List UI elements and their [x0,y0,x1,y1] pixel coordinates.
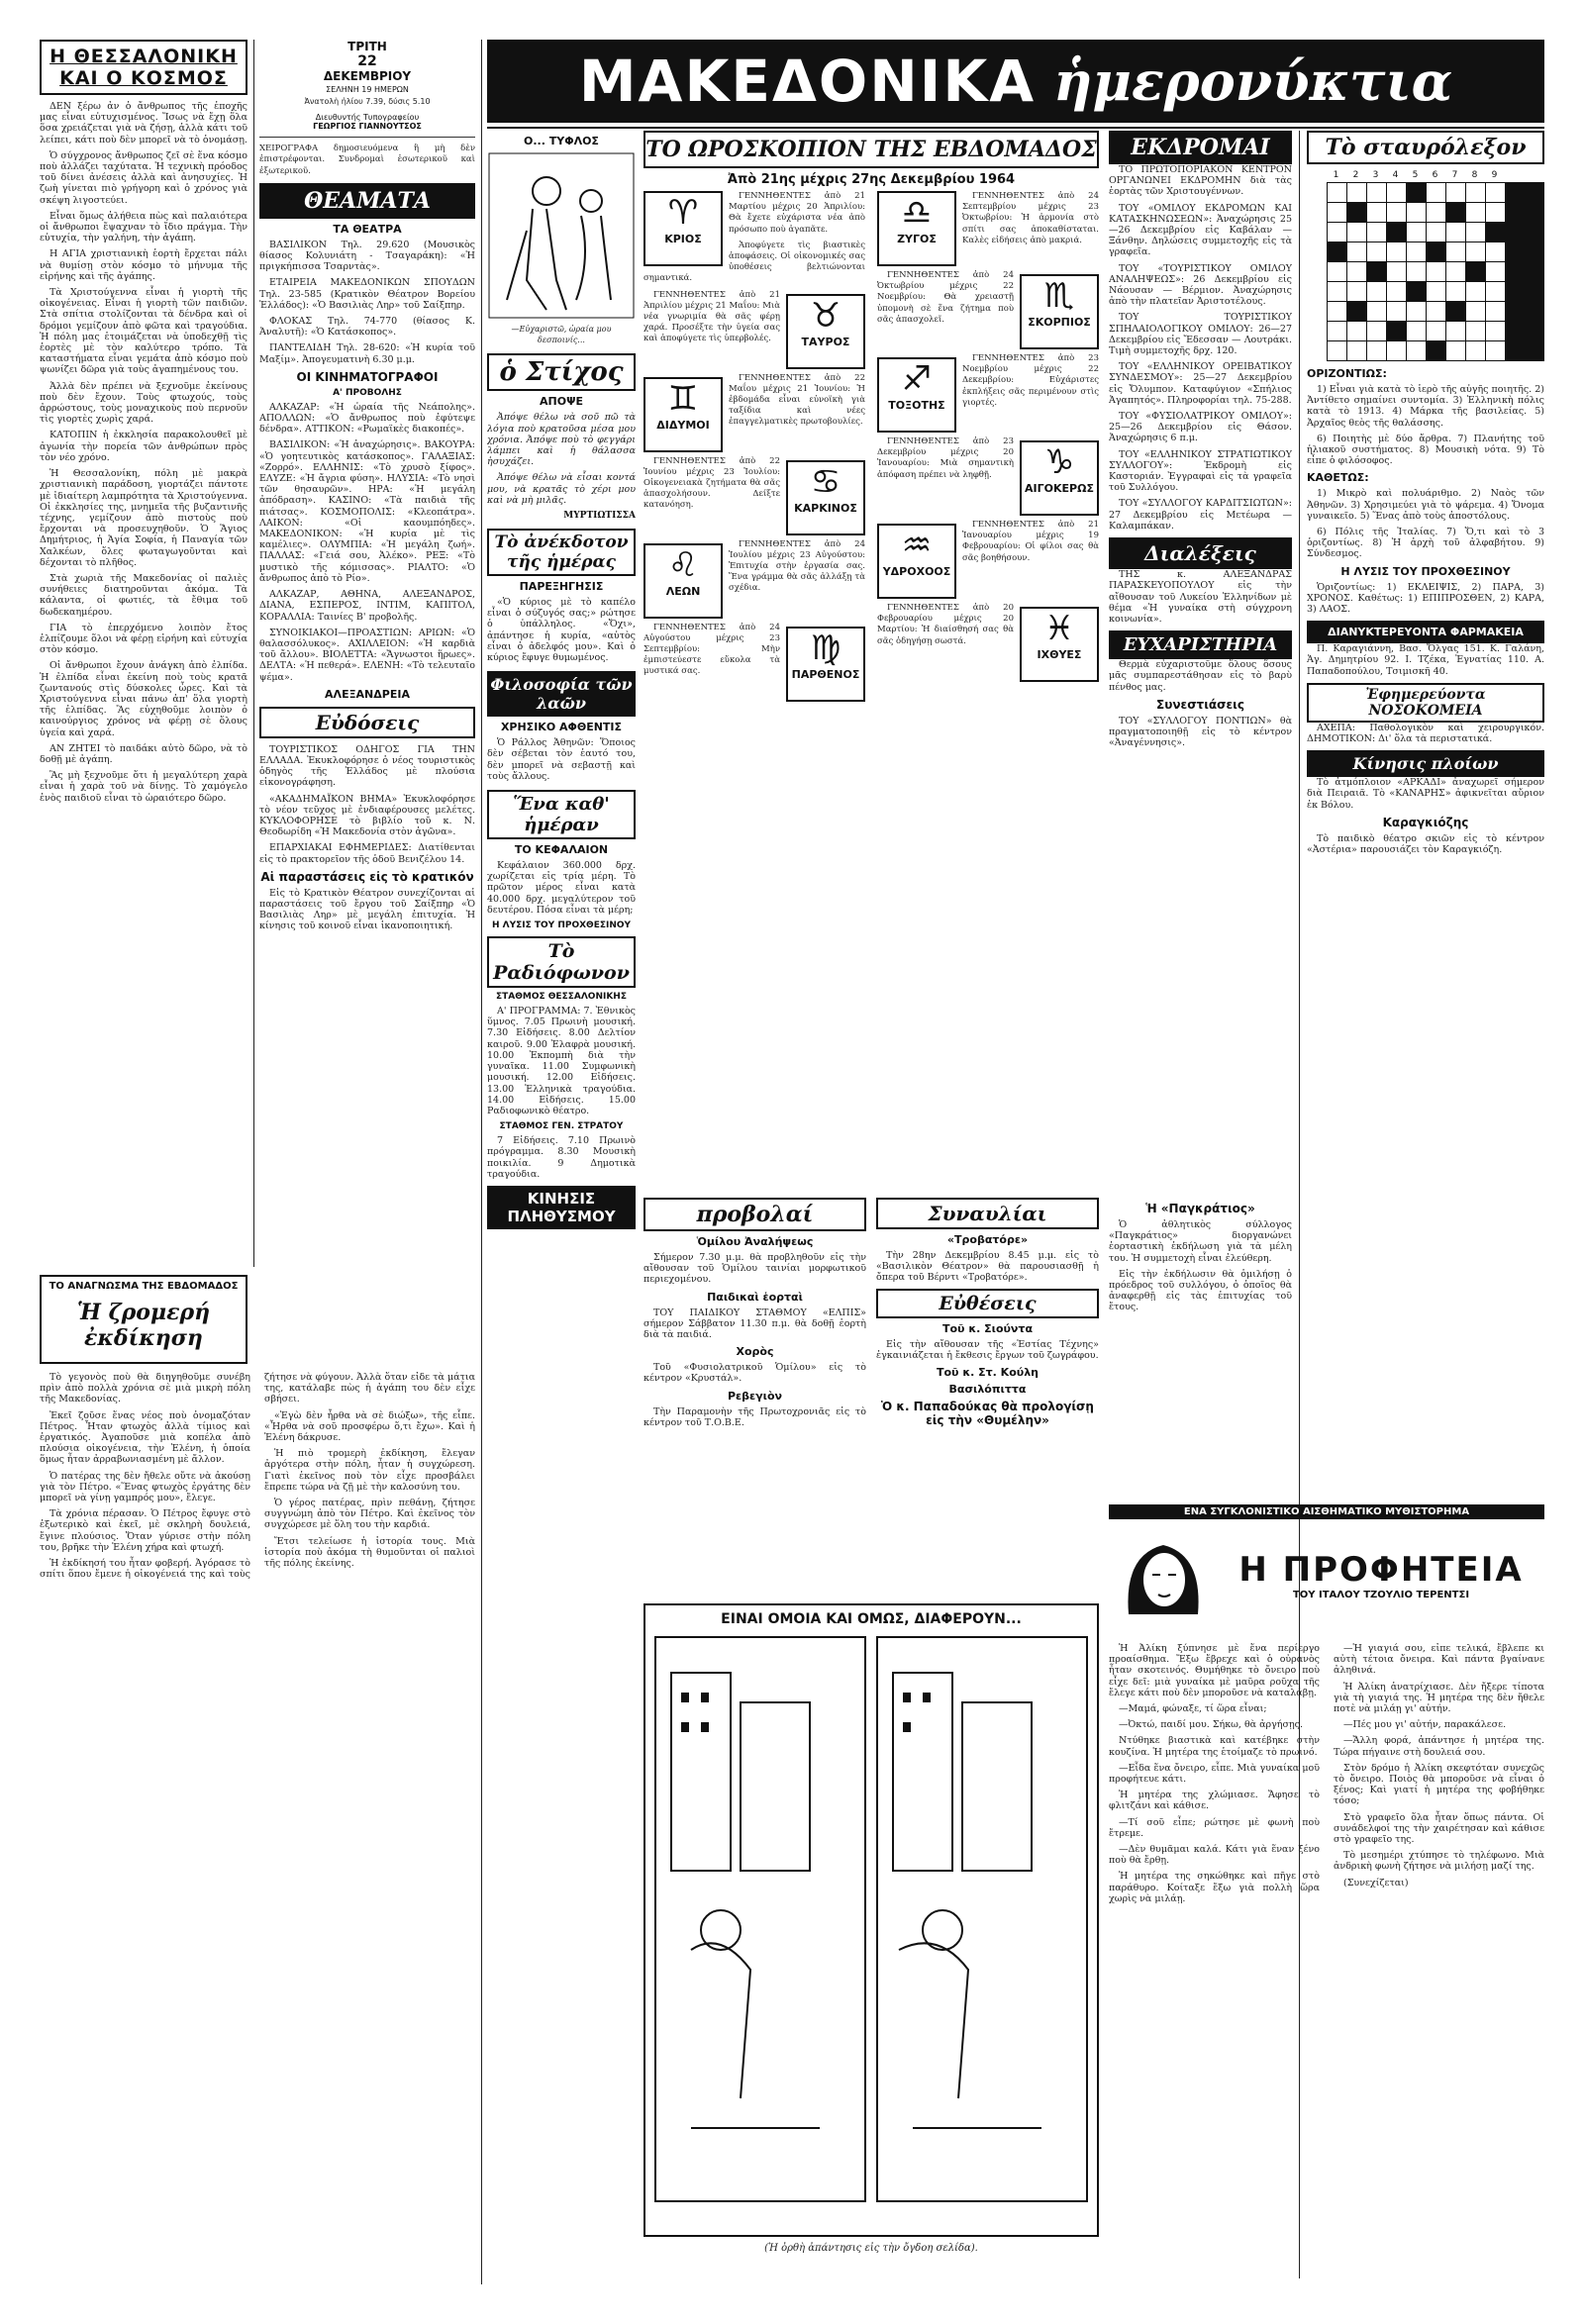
crossword-numbers: 1 2 3 4 5 6 7 8 9 [1333,170,1498,180]
siouta-head: Τοῦ κ. Σιούντα [942,1321,1033,1335]
stixos-title: ὁ Στίχος [499,357,624,388]
katheta-head: ΚΑΘΕΤΩΣ: [1307,471,1369,485]
ena-answer: Η ΛΥΣΙΣ ΤΟΥ ΠΡΟΧΘΕΣΙΝΟΥ [491,920,632,931]
woman-portrait-icon [1109,1525,1218,1624]
same-cartoon-title: ΕΙΝΑΙ ΟΜΟΙΑ ΚΑΙ ΟΜΩΣ, ΔΙΑΦΕΡΟΥΝ... [721,1611,1022,1627]
horoscope-dates: Ἀπὸ 21ης μέχρις 27ης Δεκεμβρίου 1964 [727,172,1016,187]
ad-banner: ΕΝΑ ΣΥΓΚΛΟΝΙΣΤΙΚΟ ΑΙΣΘΗΜΑΤΙΚΟ ΜΥΘΙΣΤΟΡΗΜΑ [1109,1504,1544,1519]
stavrolexo-title: Τὸ σταυρόλεξον [1325,135,1527,160]
anekdoton-title: Τὸ ἀνέκδοτον τῆς ἡμέρας [494,533,629,573]
same-cartoon-box [644,1603,1099,2237]
stixos-sub: ΑΠΟΨΕ [540,395,583,409]
diantyk-box [1307,621,1544,643]
efxaristiria-box [1109,630,1292,659]
vasilopita-head: Βασιλόπιττα [948,1383,1027,1397]
kiniseis-title: ΚΙΝΗΣΙΣ ΠΛΗΘΥΣΜΟΥ [507,1189,616,1225]
ena-title: Ἕνα καθ' ἡμέραν [513,794,610,836]
left-article: ΔΕΝ ξέρω ἀν ὁ ἄνθρωπος τῆς ἐποχῆς μας εἶναι εὐτυχισμένος. Ἴσως νὰ ἔχῃ ὅλα ὅσα χρειάζεται γιὰ νὰ ζήσῃ, ἀλλὰ κάτι τοῦ λείπει, κάτι ποὺ δὲν μπορεῖ νὰ τὸ ὀνομάσῃ. Ὁ σύγχρονος ἄνθρωπος ζεῖ σὲ ἕνα κόσμο ποὺ ἀλλάζει ταχύτατα. Ἡ τεχνικὴ πρόοδος τοῦ δίνει ἀνέσεις ἀλλὰ καὶ ἀνησυχίες. Ἡ ζωὴ γίνεται πιὸ γρήγορη καὶ ὁ χρόνος γιὰ σκέψη λιγοστεύει. Εἶναι ὅμως ἀλήθεια πὼς καὶ παλαιότερα οἱ ἄνθρωποι ἔψαχναν τὸ ἴδιο πράγμα. Τὴν εὐτυχία, τὴν γαλήνη, τὴν ἀγάπη. Η ΑΓΙΑ χριστιανικὴ ἑορτὴ ἔρχεται πάλι νὰ θυμίσῃ στὸν κόσμο τὸ μήνυμα τῆς εἰρήνης καὶ τῆς ἀγάπης. Τὰ Χριστούγεννα εἶναι ἡ γιορτὴ τῆς οἰκογένειας. Εἶναι ἡ γιορτὴ τῶν παιδιῶν. Στὰ σπίτια στολίζονται τὰ δένδρα καὶ οἱ δρόμοι γεμίζουν ἀπὸ φῶτα καὶ τραγούδια. Ἡ πόλη μας ἑτοιμάζεται νὰ ὑποδεχθῇ τὶς ἑορτὲς μὲ τὸν καλύτερο τρόπο. Τὰ καταστήματα εἶναι γεμάτα ἀπὸ κόσμο ποὺ ψωνίζει δῶρα γιὰ τοὺς ἀγαπημένους του. Ἀλλὰ δὲν πρέπει νὰ ξεχνοῦμε ἐκείνους ποὺ δὲν ἔχουν. Τοὺς φτωχούς, τοὺς ἀρρώστους, τοὺς μοναχικοὺς ποὺ περνοῦν τὶς γιορτὲς χωρὶς χαρά. ΚΑΤΟΠΙΝ ἡ ἐκκλησία παρακολουθεῖ μὲ ἀγωνία τὴν πορεία τῶν ἀνθρώπων πρὸς τὸν νέο χρόνο. Ἡ Θεσσαλονίκη, πόλη μὲ μακρὰ χριστιανικὴ παράδοση, γιορτάζει πάντοτε μὲ ἰδιαίτερη λαμπρότητα τὰ Χριστούγεννα. Οἱ ἐκκλησίες της, μνημεῖα τῆς βυζαντινῆς τέχνης, γεμίζουν ἀπὸ πιστοὺς ποὺ ἔρχονται νὰ προσευχηθοῦν. Ὁ Ἅγιος Δημήτριος, ἡ Ἁγία Σοφία, ἡ Παναγία τῶν Χαλκέων, ὅλες φωταγωγοῦνται καὶ δέχονται τὸ πλῆθος. Στὰ χωριὰ τῆς Μακεδονίας οἱ παλιὲς συνήθειες διατηροῦνται ἀκόμα. Τὰ κάλαντα, οἱ φωτιές, τὰ ἔθιμα τοῦ δωδεκαημέρου. ΓΙΑ τὸ ἐπερχόμενο λοιπὸν ἔτος ἐλπίζουμε ὅλοι νὰ φέρῃ εἰρήνη καὶ εὐτυχία στὸν κόσμο. Οἱ ἄνθρωποι ἔχουν ἀνάγκη ἀπὸ ἐλπίδα. Ἡ ἐλπίδα εἶναι ἐκείνη ποὺ τοὺς κρατᾶ ζωντανούς στὶς δύσκολες ὧρες. Καὶ τὰ Χριστούγεννα εἶναι πάνω ἀπ' ὅλα γιορτὴ τῆς ἐλπίδας. Ἂς εὐχηθοῦμε λοιπὸν ὁ καινούργιος χρόνος νὰ φέρῃ σὲ ὅλους ὑγεία καὶ χαρά. ΑΝ ΖΗΤΕΙ τὸ παιδάκι αὐτὸ δῶρο, νὰ τὸ δοθῇ μὲ ἀγάπη. Ἂς μὴ ξεχνοῦμε ὅτι ἡ μεγαλύτερη χαρὰ εἶναι ἡ χαρὰ τοῦ νὰ δίνῃς. Τὸ χαμόγελο ἑνὸς παιδιοῦ εἶναι τὸ ὡραιότερο δῶρο. [40,101,248,804]
stavrolexo-box [1307,131,1544,164]
efodeis-title: Εὐδόσεις [315,710,420,734]
left-para-1: ΔΕΝ ξέρω ἀν ὁ ἄνθρωπος τῆς ἐποχῆς μας εἶναι εὐτυχισμένος. Ἴσως νὰ ἔχῃ ὅλα ὅσα χρειάζεται γιὰ νὰ ζήσῃ, ἀλλὰ κάτι τοῦ λείπει, κάτι ποὺ δὲν μπορεῖ νὰ τὸ ὀνομάσῃ. [40,101,248,145]
same-cartoon-drawing [651,1633,1091,2207]
ad-title: Η ΠΡΟΦΗΤΕΙΑ [1238,1549,1524,1590]
blind-man-cartoon [487,151,636,320]
provolai-box [644,1198,866,1231]
theatre-logo: ΘΕΑΜΑΤΑ [304,187,431,214]
efodeis-text: ΤΟΥΡΙΣΤΙΚΟΣ ΟΔΗΓΟΣ ΓΙΑ ΤΗΝ ΕΛΛΑΔΑ. Ἐκυκλοφόρησε ὁ νέος τουριστικὸς ὁδηγὸς τῆς Ἑλλάδος μὲ πλούσια εἰκονογράφηση. [259,743,475,789]
efodeis-box [259,707,475,738]
day-number: 22 [357,53,377,69]
diantyk-title: ΔΙΑΝΥΚΤΕΡΕΥΟΝΤΑ ΦΑΡΜΑΚΕΙΑ [1328,626,1524,639]
dialeksis-box [1109,537,1292,569]
pankration-head: Ἡ «Παγκράτιος» [1145,1202,1255,1215]
ploia-box [1307,750,1544,777]
dialeksis-title: Διαλέξεις [1144,541,1256,566]
synaulia-box [876,1198,1099,1229]
radio-box [487,936,636,988]
sign-libra: ♎ ΖΥΓΟΣ [877,191,956,266]
koulis-head: Τοῦ κ. Στ. Κούλη [937,1366,1039,1380]
horoscope-title-box [644,131,1099,168]
lysis-head: Η ΛΥΣΙΣ ΤΟΥ ΠΡΟΧΘΕΣΙΝΟΥ [1340,564,1511,578]
sign-aquarius: ♒ ΥΔΡΟΧΟΟΣ [877,524,956,599]
theatre-head: ΤΑ ΘΕΑΤΡΑ [333,222,402,236]
stixos-author: ΜΥΡΤΙΩΤΙΣΣΑ [563,511,636,522]
theatre-text: ΒΑΣΙΛΙΚΟΝ Τηλ. 29.620 (Μουσικὸς θίασος Κολυνιάτη - Τσαγαράκη): «Ἡ πριγκήπισσα Τσαρντὰς». [259,239,475,273]
karagiozis-head: Καραγκιόζης [1382,815,1469,829]
ena-box [487,790,636,839]
story-body: Τὸ γεγονὸς ποὺ θὰ διηγηθοῦμε συνέβη πρὶν ἀπὸ πολλὰ χρόνια σὲ μιὰ μικρὴ πόλη τῆς Μακεδονίας. Ἐκεῖ ζοῦσε ἕνας νέος ποὺ ὀνομαζόταν Πέτρος. Ἦταν φτωχὸς ἀλλὰ τίμιος καὶ ἐργατικός. Ἀγαποῦσε μιὰ κοπέλα ἀπὸ πλούσια οἰκογένεια, τὴν Ἑλένη, ἡ ὁποία ὅμως ἦταν ἀρραβωνιασμένη μὲ ἄλλον. Ὁ πατέρας της δὲν ἤθελε οὔτε νὰ ἀκούσῃ γιὰ τὸν Πέτρο. «Ἕνας φτωχὸς ἐργάτης δὲν μπορεῖ νὰ γίνῃ γαμπρός μου», ἔλεγε. Τὰ χρόνια πέρασαν. Ὁ Πέτρος ἔφυγε στὸ ἐξωτερικὸ καὶ ἐκεῖ, μὲ σκληρὴ δουλειά, ἔγινε πλούσιος. Ὅταν γύρισε στὴν πόλη του, βρῆκε τὴν Ἑλένη χήρα καὶ φτωχή. Ἡ ἐκδίκησή του ἦταν φοβερή. Ἀγόρασε τὸ σπίτι ὅπου ἔμενε ἡ οἰκογένειά της καὶ τοὺς ζήτησε νὰ φύγουν. Ἀλλὰ ὅταν εἶδε τὰ μάτια της, κατάλαβε πὼς ἡ ἀγάπη του δὲν εἶχε σβήσει. «Ἐγὼ δὲν ἦρθα νὰ σὲ διώξω», τῆς εἶπε. «Ἦρθα νὰ σοῦ προσφέρω ὅ,τι ἔχω». Καὶ ἡ Ἑλένη δάκρυσε. Ἡ πιὸ τρομερὴ ἐκδίκηση, ἔλεγαν ἀργότερα στὴν πόλη, ἦταν ἡ συγχώρεση. Γιατὶ ἐκεῖνος ποὺ τὸν εἶχε προσβάλει ἔπρεπε τώρα νὰ ζῇ μὲ τὴν καλοσύνη του. Ὁ γέρος πατέρας, πρὶν πεθάνῃ, ζήτησε συγγνώμη ἀπὸ τὸν Πέτρο. Καὶ ἐκεῖνος τὸν συγχώρεσε μὲ ὅλη του τὴν καρδιά. Ἔτσι τελείωσε ἡ ἱστορία τους. Μιὰ ἱστορία ποὺ ἀκόμα τὴ θυμοῦνται οἱ παλιοὶ τῆς πόλης ἐκείνης. [40,1372,475,1581]
sign-pisces: ♓ ΙΧΘΥΕΣ [1020,607,1099,682]
filosofia-sub: ΧΡΗΣΙΚΟ ΑΦΘΕΝΤΙΣ [500,721,623,734]
efxaristiria-title: ΕΥΧΑΡΙΣΤΗΡΙΑ [1123,634,1278,656]
publisher-name: ΓΕΩΡΓΙΟΣ ΓΙΑΝΝΟΥΤΣΟΣ [313,122,422,132]
ekdromai-box [1109,131,1292,164]
same-cartoon-caption: (Ἡ ὀρθὴ ἀπάντησις εἰς τὴν ὄγδοη σελίδα). [764,2243,978,2254]
kids-head: Παιδικαὶ ἑορταὶ [707,1290,803,1304]
anekdoton-box [487,529,636,576]
orizontios-head: ΟΡΙΖΟΝΤΙΩΣ: [1307,367,1387,380]
date-box: ΤΡΙΤΗ 22 ΔΕΚΕΜΒΡΙΟΥ ΣΕΛΗΝΗ 19 ΗΜΕΡΩΝ Ἀνατολὴ ἡλίου 7.39, δύσις 5.10 Διευθυντής Τυπογραφείου ΓΕΩΡΓΙΟΣ ΓΙΑΝΝΟΥΤΣΟΣ [259,40,475,131]
stixos-box [487,353,636,391]
kiniseis-box [487,1186,636,1229]
synaulia-column: Συναυλίαι «Τροβατόρε» Τὴν 28ην Δεκεμβρίου 8.45 μ.μ. εἰς τὸ «Βασιλικὸν Θέατρον» θὰ παρουσιασθῇ ἡ ὄπερα τοῦ Βέρντι «Τροβατόρε». Εὐθέσεις Τοῦ κ. Σιούντα Εἰς τὴν αἴθουσαν τῆς «Ἑστίας Τέχνης» ἐγκαινιάζεται ἡ ἔκθεσις ἔργων τοῦ ζωγράφου. Τοῦ κ. Στ. Κούλη Βασιλόπιττα Ὁ κ. Παπαδούκας θὰ προλογίσῃ εἰς τὴν «Θυμέλην» [876,1198,1099,1594]
middle-left-column: Ο... ΤΥΦΛΟΣ —Εὐχαριστῶ, ὡραία μου δεσποινίς... ὁ Στίχος ΑΠΟΨΕ Ἀπόψε θέλω νὰ σοῦ πῶ τὰ λόγια ποὺ κρατοῦσα μέσα μου χρόνια. Ἀπόψε ποὺ τὸ φεγγάρι λάμπει καὶ ἡ θάλασσα ἡσυχάζει. Ἀπόψε θέλω νὰ εἶσαι κοντά μου, νὰ κρατᾶς τὸ χέρι μου καὶ νὰ μὴ μιλᾶς. ΜΥΡΤΙΩΤΙΣΣΑ Τὸ ἀνέκδοτον τῆς ἡμέρας ΠΑΡΕΞΗΓΗΣΙΣ «Ὁ κύριος μὲ τὸ καπέλο εἶναι ὁ σύζυγός σας;» ρώτησε ὁ ὑπάλληλος. «Ὄχι», ἀπάντησε ἡ κυρία, «αὐτὸς εἶναι ὁ ἀδελφός μου». Καὶ ὁ κύριος ἔφυγε θυμωμένος. Φιλοσοφία τῶν λαῶν ΧΡΗΣΙΚΟ ΑΦΘΕΝΤΙΣ Ὁ Ράλλος Ἀθηνῶν: Ὅποιος δὲν σέβεται τὸν ἑαυτό του, δὲν μπορεῖ νὰ σεβαστῇ καὶ τοὺς ἄλλους. Ἕνα καθ' ἡμέραν ΤΟ ΚΕΦΑΛΑΙΟΝ Κεφάλαιον 360.000 δρχ. χωρίζεται εἰς τρία μέρη. Τὸ πρῶτον μέρος εἶναι κατὰ 40.000 δρχ. μεγαλύτερον τοῦ δευτέρου. Πόσα εἶναι τὰ μέρη; Η ΛΥΣΙΣ ΤΟΥ ΠΡΟΧΘΕΣΙΝΟΥ Τὸ Ραδιόφωνον ΣΤΑΘΜΟΣ ΘΕΣΣΑΛΟΝΙΚΗΣ Α' ΠΡΟΓΡΑΜΜΑ: 7. Ἐθνικὸς ὕμνος. 7.05 Πρωινὴ μουσική. 7.30 Εἰδήσεις. 8.00 Δελτίον καιροῦ. 9.00 Ἐλαφρὰ μουσική. 10.00 Ἐκπομπὴ διὰ τὴν γυναῖκα. 11.00 Συμφωνικὴ μουσική. 12.00 Εἰδήσεις. 13.00 Ἑλληνικὰ τραγούδια. 14.00 Εἰδήσεις. 15.00 Ραδιοφωνικὸ θέατρο. ΣΤΑΘΜΟΣ ΓΕΝ. ΣΤΡΑΤΟΥ 7 Εἰδήσεις. 7.10 Πρωινὸ πρόγραμμα. 8.30 Μουσικὴ ποικιλία. 9 Δημοτικὰ τραγούδια. ΚΙΝΗΣΙΣ ΠΛΗΘΥΣΜΟΥ [487,131,636,1249]
cinema-text: ΑΛΚΑΖΑΡ: «Ἡ ὡραία τῆς Νεάπολης». ΑΠΟΛΛΩΝ: «Ὁ ἄνθρωπος ποὺ ἐφύτεψε δένδρα». ΑΤΤΙΚΟΝ: «Ρωμαϊκὲς διακοπές». [259,401,475,436]
horoscope-title: ΤΟ ΩΡΟΣΚΟΠΙΟΝ ΤΗΣ ΕΒΔΟΜΑΔΟΣ [645,137,1097,162]
left-title-line2: ΚΑΙ Ο ΚΟΣΜΟΣ [59,67,228,89]
sign-gemini: ♊ ΔΙΔΥΜΟΙ [644,377,723,452]
synaulia-sub: «Τροβατόρε» [946,1233,1029,1246]
crossword-grid[interactable] [1327,182,1544,361]
day-name: ΤΡΙΤΗ [347,40,387,53]
eftheia-box [876,1289,1099,1318]
story-text: Τὸ γεγονὸς ποὺ θὰ διηγηθοῦμε συνέβη πρὶν ἀπὸ πολλὰ χρόνια σὲ μιὰ μικρὴ πόλη τῆς Μακεδονίας. [40,1372,250,1405]
left-title-line1: Η ΘΕΣΣΑΛΟΝΙΚΗ [50,46,238,67]
radio-army: ΣΤΑΘΜΟΣ ΓΕΝ. ΣΤΡΑΤΟΥ [499,1121,624,1132]
rule [253,40,254,1267]
moon-info: ΣΕΛΗΝΗ 19 ΗΜΕΡΩΝ [326,85,409,94]
theatre-logo-box [259,183,475,219]
sign-aries: ♈ ΚΡΙΟΣ [644,191,723,266]
sign-sagittarius: ♐ ΤΟΞΟΤΗΣ [877,357,956,433]
story-title: Ἡ ζρομερή ἐκδίκηση [76,1300,211,1351]
left-para-2: Η ΑΓΙΑ χριστιανικὴ ἑορτὴ ἔρχεται πάλι νὰ θυμίσῃ στὸν κόσμο τὸ μήνυμα τῆς εἰρήνης καὶ τῆς ἀγάπης. [40,248,248,282]
horoscope-section [644,131,1099,1249]
radio-title: Τὸ Ραδιόφωνον [493,940,630,985]
sign-capricorn: ♑ ΑΙΓΟΚΕΡΩΣ [1020,440,1099,516]
provolai-column: προβολαί Ὁμίλου Ἀναλήψεως Σήμερον 7.30 μ.μ. θὰ προβληθοῦν εἰς τὴν αἴθουσαν τοῦ Ὁμίλου ταινίαι μορφωτικοῦ περιεχομένου. Παιδικαὶ ἑορταὶ ΤΟΥ ΠΑΙΔΙΚΟΥ ΣΤΑΘΜΟΥ «ΕΛΠΙΣ» σήμερον Σάββατον 11.30 π.μ. θὰ δοθῇ ἑορτὴ διὰ τὰ παιδιά. Χορὸς Τοῦ «Φυσιολατρικοῦ Ὁμίλου» εἰς τὸ κέντρον «Κρυστάλ». Ρεβεγιὸν Τὴν Παραμονὴν τῆς Πρωτοχρονιᾶς εἰς τὸ κέντρον τοῦ Τ.Ο.Β.Ε. [644,1198,866,1594]
rule [481,40,482,2284]
cinema-sub: Α' ΠΡΟΒΟΛΗΣ [333,387,402,398]
sign-leo: ♌ ΛΕΩΝ [644,543,723,619]
novel-ad [1109,1504,1544,1633]
cartoon-caption: —Εὐχαριστῶ, ὡραία μου δεσποινίς... [511,325,612,345]
filosofia-title: Φιλοσοφία τῶν λαῶν [490,675,633,714]
horoscope-text: ΓΕΝΝΗΘΕΝΤΕΣ ἀπὸ 21 Μαρτίου μέχρις 20 Ἀπριλίου: Θὰ ἔχετε εὐχάριστα νέα ἀπὸ πρόσωπο ποὺ ἀγαπᾶτε. [729,191,865,235]
ad-author: ΤΟΥ ΙΤΑΛΟΥ ΤΖΟΥΛΙΟ ΤΕΡΕΝΤΣΙ [1292,1589,1470,1600]
nosokomeia-title: Ἐφημερεύοντα ΝΟΣΟΚΟΜΕΙΑ [1365,686,1486,719]
newspaper-page [40,40,1544,2284]
provolai-sub: Ὁμίλου Ἀναλήψεως [696,1235,814,1248]
info-column: ΤΡΙΤΗ 22 ΔΕΚΕΜΒΡΙΟΥ ΣΕΛΗΝΗ 19 ΗΜΕΡΩΝ Ἀνατολὴ ἡλίου 7.39, δύσις 5.10 Διευθυντής Τυπογραφείου ΓΕΩΡΓΙΟΣ ΓΙΑΝΝΟΥΤΣΟΣ ΧΕΙΡΟΓΡΑΦΑ δημοσιευόμενα ἢ μὴ δὲν ἐπιστρέφονται. Συνδρομαὶ ἐσωτερικοῦ καὶ ἐξωτερικοῦ. ΘΕΑΜΑΤΑ ΤΑ ΘΕΑΤΡΑ ΒΑΣΙΛΙΚΟΝ Τηλ. 29.620 (Μουσικὸς θίασος Κολυνιάτη - Τσαγαράκη): «Ἡ πριγκήπισσα Τσαρντὰς». ΕΤΑΙΡΕΙΑ ΜΑΚΕΔΟΝΙΚΩΝ ΣΠΟΥΔΩΝ Τηλ. 23-585 (Κρατικὸν Θέατρον Βορείου Ἑλλάδος): «Ὁ Βασιλιὰς Ληρ» τοῦ Σαίξπηρ. ΦΛΟΚΑΣ Τηλ. 74-770 (θίασος Κ. Ἀναλυτῆ): «Ὁ Κατάσκοπος». ΠΑΝΤΕΛΙΔΗ Τηλ. 28-620: «Ἡ κυρία τοῦ Μαξίμ». Ἀπογευματινὴ 6.30 μ.μ. ΟΙ ΚΙΝΗΜΑΤΟΓΡΑΦΟΙ Α' ΠΡΟΒΟΛΗΣ ΑΛΚΑΖΑΡ: «Ἡ ὡραία τῆς Νεάπολης». ΑΠΟΛΛΩΝ: «Ὁ ἄνθρωπος ποὺ ἐφύτεψε δένδρα». ΑΤΤΙΚΟΝ: «Ρωμαϊκὲς διακοπές». ΒΑΣΙΛΙΚΟΝ: «Ἡ ἀναχώρησις». ΒΑΚΟΥΡΑ: «Ὁ γοητευτικὸς κατάσκοπος». ΓΑΛΑΞΙΑΣ: «Ζορρό». ΕΛΛΗΝΙΣ: «Τὸ χρυσὸ ξίφος». ΕΛΥΖΕ: «Ἡ ἄγρια φύση». ΗΛΥΣΙΑ: «Τὸ νησὶ τῶν θησαυρῶν». ΗΡΑ: «Ἡ μεγάλη ἀπόδραση». ΚΑΣΙΝΟ: «Τὰ παιδιὰ τῆς πιάτσας». ΚΟΣΜΟΠΟΛΙΣ: «Κλεοπάτρα». ΛΑΙΚΟΝ: «Οἱ καουμπόηδες». ΜΑΚΕΔΟΝΙΚΟΝ: «Ἡ κυρία μὲ τὶς καμέλιες». ΟΛΥΜΠΙΑ: «Ἡ μεγάλη ζωή». ΠΑΛΛΑΣ: «Γειά σου, Ἀλέκο». ΡΕΞ: «Τὸ μυστικὸ τῆς κόμισσας». ΡΙΑΛΤΟ: «Ὁ ἄνθρωπος ἀπὸ τὸ Ρίο». ΑΛΚΑΖΑΡ, ΑΘΗΝΑ, ΑΛΕΞΑΝΔΡΟΣ, ΔΙΑΝΑ, ΕΣΠΕΡΟΣ, ΙΝΤΙΜ, ΚΑΠΙΤΟΛ, ΚΟΡΑΛΛΙΑ: Ταινίες Β' προβολῆς. ΣΥΝΟΙΚΙΑΚΟΙ—ΠΡΟΑΣΤΙΩΝ: ΑΡΙΩΝ: «Ὁ θαλασσόλυκος». ΑΧΙΛΛΕΙΟΝ: «Ἡ καρδιὰ τοῦ ἄλλου». ΒΙΟΛΕΤΤΑ: «Ἄγνωστοι ἥρωες». ΔΕΛΤΑ: «Ἡ πεθερά». ΕΛΕΝΗ: «Τὸ τελευταῖο ψέμα». ΑΛΕΞΑΝΔΡΕΙΑ Εὐδόσεις ΤΟΥΡΙΣΤΙΚΟΣ ΟΔΗΓΟΣ ΓΙΑ ΤΗΝ ΕΛΛΑΔΑ. Ἐκυκλοφόρησε ὁ νέος τουριστικὸς ὁδηγὸς τῆς Ἑλλάδος μὲ πλούσια εἰκονογράφηση. «ΑΚΑΔΗΜΑΪΚΟΝ ΒΗΜΑ» Ἐκυκλοφόρησε τὸ νέον τεῦχος μὲ ἐνδιαφέρουσες μελέτες. ΚΥΚΛΟΦΟΡΗΣΕ τὸ βιβλίο τοῦ κ. Ν. Θεοδωρίδη «Ἡ Μακεδονία στὸν ἀγῶνα». ΕΠΑΡΧΙΑΚΑΙ ΕΦΗΜΕΡΙΔΕΣ: Διατίθενται εἰς τὸ πρακτορεῖον τῆς ὁδοῦ Βενιζέλου 14. Αἱ παραστάσεις εἰς τὸ κρατικόν Εἰς τὸ Κρατικὸν Θέατρον συνεχίζονται αἱ παραστάσεις τοῦ ἔργου τοῦ Σαίξπηρ «Ὁ Βασιλιὰς Ληρ» μὲ μεγάλη ἐπιτυχία. Ἡ κίνησις τοῦ κοινοῦ εἶναι ἱκανοποιητική. [259,40,475,932]
rule [487,127,1544,129]
left-para-3: ΚΑΤΟΠΙΝ ἡ ἐκκλησία παρακολουθεῖ μὲ ἀγωνία τὴν πορεία τῶν ἀνθρώπων πρὸς τὸν νέο χρόνο. [40,430,248,463]
month-name: ΔΕΚΕΜΒΡΙΟΥ [323,69,412,83]
papadoukas-head: Ὁ κ. Παπαδούκας θὰ προλογίσῃ εἰς τὴν «Θυμέλην» [881,1400,1094,1428]
dance-head: Χορὸς [736,1345,774,1359]
story-head: ΤΟ ΑΝΑΓΝΩΣΜΑ ΤΗΣ ΕΒΔΟΜΑΔΟΣ [49,1281,239,1292]
ekdromai-title: ΕΚΔΡΟΜΑΙ [1131,135,1270,160]
sign-virgo: ♍ ΠΑΡΘΕΝΟΣ [786,627,865,702]
sign-scorpio: ♏ ΣΚΟΡΠΙΟΣ [1020,274,1099,349]
ekdromai-text: ΤΟ ΠΡΩΤΟΠΟΡΙΑΚΟΝ ΚΕΝΤΡΟΝ ΟΡΓΑΝΩΝΕΙ ΕΚΔΡΟΜΗΝ διὰ τὰς ἑορτὰς τῶν Χριστουγέννων. [1109,164,1292,198]
sign-cancer: ♋ ΚΑΡΚΙΝΟΣ [786,460,865,535]
anekdoton-sub: ΠΑΡΕΞΗΓΗΣΙΣ [519,580,604,594]
radio-sub: ΣΤΑΘΜΟΣ ΘΕΣΣΑΛΟΝΙΚΗΣ [495,992,627,1003]
ploia-title: Κίνησις πλοίων [1352,754,1499,774]
novel-text: Ἡ Ἀλίκη ξύπνησε μὲ ἕνα περίεργο προαίσθημα. Ἔξω ἔβρεχε καὶ ὁ οὐρανὸς ἦταν σκοτεινός. Θυμήθηκε τὸ ὄνειρο ποὺ εἶχε δεῖ: μιὰ γυναίκα μὲ μαῦρα ροῦχα τῆς ἔλεγε κάτι ποὺ δὲν μποροῦσε νὰ καταλάβῃ. —Μαμά, φώναξε, τί ὥρα εἶναι; —Ὀκτώ, παιδί μου. Σήκω, θὰ ἀργήσῃς. Ντύθηκε βιαστικὰ καὶ κατέβηκε στὴν κουζίνα. Ἡ μητέρα της ἑτοίμαζε τὸ πρωινό. —Εἶδα ἕνα ὄνειρο, εἶπε. Μιὰ γυναίκα μοῦ προφήτευε κάτι. Ἡ μητέρα της χλώμιασε. Ἄφησε τὸ φλιτζάνι καὶ κάθισε. —Τί σοῦ εἶπε; ρώτησε μὲ φωνὴ ποὺ ἔτρεμε. —Δὲν θυμᾶμαι καλά. Κάτι γιὰ ἕναν ξένο ποὺ θὰ ἔρθῃ. Ἡ μητέρα της σηκώθηκε καὶ πῆγε στὸ παράθυρο. Κοίταξε ἔξω γιὰ πολλὴ ὥρα χωρὶς νὰ μιλάῃ. —Ἡ γιαγιά σου, εἶπε τελικά, ἔβλεπε κι αὐτὴ τέτοια ὄνειρα. Καὶ πάντα βγαίνανε ἀληθινά. Ἡ Ἀλίκη ἀνατρίχιασε. Δὲν ἤξερε τίποτα γιὰ τὴ γιαγιά της. Ἡ μητέρα της δὲν ἤθελε ποτὲ νὰ μιλάῃ γι' αὐτήν. —Πές μου γι' αὐτήν, παρακάλεσε. —Ἄλλη φορά, ἀπάντησε ἡ μητέρα της. Τώρα πήγαινε στὴ δουλειά σου. Στὸν δρόμο ἡ Ἀλίκη σκεφτόταν συνεχῶς τὸ ὄνειρο. Ποιὸς θὰ μποροῦσε νὰ εἶναι ὁ ξένος; Καὶ γιατί ἡ μητέρα της φοβήθηκε τόσο; Στὸ γραφεῖο ὅλα ἦταν ὅπως πάντα. Οἱ συνάδελφοί της τὴν χαιρέτησαν καὶ κάθισε στὸ γραφεῖο της. Τὸ μεσημέρι χτύπησε τὸ τηλέφωνο. Μιὰ ἀνδρικὴ φωνὴ ζήτησε νὰ μιλήσῃ μαζί της. (Συνεχίζεται) [1109,1643,1544,1904]
king-head: Αἱ παραστάσεις εἰς τὸ κρατικόν [260,869,474,884]
crossword-column: Τὸ σταυρόλεξον 1 2 3 4 5 6 7 8 9 ΟΡΙΖΟΝΤΙΩΣ: 1) Εἶναι γιὰ κατὰ τὸ ἱερὸ τῆς αὐγῆς ποιητῆς. 2) Ἀντίθετο σημαίνει συντομία. 3) Ἑλληνικὴ πόλις κατὰ τὸ 1913. 4) Μάρκα τῆς βασιλείας. 5) Ἀρχαῖος θεὸς τῆς θαλάσσης. 6) Ποιητὴς μὲ δύο ἄρθρα. 7) Πλανήτης τοῦ ἡλιακοῦ συστήματος. 8) Μουσικὴ νότα. 9) Τὸ εἶπε ὁ φιλόσοφος. ΚΑΘΕΤΩΣ: 1) Μικρὸ καὶ πολυάριθμο. 2) Ναὸς τῶν Ἀθηνῶν. 3) Χρησιμεύει γιὰ τὸ ψάρεμα. 4) Ὄνομα γυναικεῖο. 5) Ἕνας ἀπὸ τοὺς ἀποστόλους. 6) Πόλις τῆς Ἰταλίας. 7) Ὅ,τι καὶ τὸ 3 ὁριζοντίως. 8) Ἡ ἀρχὴ τοῦ ἀλφαβήτου. 9) Σύνδεσμος. Η ΛΥΣΙΣ ΤΟΥ ΠΡΟΧΘΕΣΙΝΟΥ Ὁριζοντίως: 1) ΕΚΛΕΙΨΙΣ, 2) ΠΑΡΑ, 3) ΧΡΟΝΟΣ. Καθέτως: 1) ΕΠΙΠΡΟΣΘΕΝ, 2) ΚΑΡΑ, 3) ΛΑΟΣ. ΔΙΑΝΥΚΤΕΡΕΥΟΝΤΑ ΦΑΡΜΑΚΕΙΑ Π. Καραγιάννη, Βασ. Ὄλγας 151. Κ. Γαλάνη, Ἁγ. Δημητρίου 92. Ι. Τζέκα, Ἐγνατίας 110. Α. Παπαδοπούλου, Τσιμισκῆ 40. Ἐφημερεύοντα ΝΟΣΟΚΟΜΕΙΑ ΑΧΕΠΑ: Παθολογικὸν καὶ χειρουργικόν. ΔΗΜΟΤΙΚΟΝ: Δι' ὅλα τὰ περιστατικά. Κίνησις πλοίων Τὸ ἀτμόπλοιον «ΑΡΚΑΔΙ» ἀναχωρεῖ σήμερον διὰ Πειραιᾶ. Τὸ «ΚΑΝΑΡΗΣ» ἀφικνεῖται αὔριον ἐκ Βόλου. Καραγκιόζης Τὸ παιδικὸ θέατρο σκιῶν εἰς τὸ κέντρον «Ἀστέρια» παρουσιάζει τὸν Καραγκιόζη. [1307,131,1544,1190]
masthead-main: ΜΑΚΕΔΟΝΙΚΑ [578,48,1037,115]
cinema-head: ΟΙ ΚΙΝΗΜΑΤΟΓΡΑΦΟΙ [296,369,439,384]
publisher-label: Διευθυντής Τυπογραφείου [315,113,420,123]
sign-taurus: ♉ ΤΑΥΡΟΣ [786,294,865,369]
eftheia-title: Εὐθέσεις [939,1292,1037,1314]
masthead [487,40,1544,123]
ekdromai-column: ΕΚΔΡΟΜΑΙ ΤΟ ΠΡΩΤΟΠΟΡΙΑΚΟΝ ΚΕΝΤΡΟΝ ΟΡΓΑΝΩΝΕΙ ΕΚΔΡΟΜΗΝ διὰ τὰς ἑορτὰς τῶν Χριστουγέννων. ΤΟΥ «ΟΜΙΛΟΥ ΕΚΔΡΟΜΩΝ ΚΑΙ ΚΑΤΑΣΚΗΝΩΣΕΩΝ»: Ἀναχώρησις 25—26 Δεκεμβρίου εἰς Καβάλαν — Ξάνθην. Δηλώσεις συμμετοχῆς εἰς τὰ γραφεῖα. ΤΟΥ «ΤΟΥΡΙΣΤΙΚΟΥ ΟΜΙΛΟΥ ΑΝΑΛΗΨΕΩΣ»: 26 Δεκεμβρίου εἰς Νάουσαν — Βέρμιον. Ἀναχώρησις ἀπὸ τὴν πλατεῖαν Ἀριστοτέλους. ΤΟΥ ΤΟΥΡΙΣΤΙΚΟΥ ΣΠΗΛΑΙΟΛΟΓΙΚΟΥ ΟΜΙΛΟΥ: 26—27 Δεκεμβρίου εἰς Ἔδεσσαν — Λουτράκι. Τιμὴ συμμετοχῆς δρχ. 120. ΤΟΥ «ΕΛΛΗΝΙΚΟΥ ΟΡΕΙΒΑΤΙΚΟΥ ΣΥΝΔΕΣΜΟΥ»: 25—27 Δεκεμβρίου εἰς Ὄλυμπον. Καταφύγιον «Σπήλιος Ἀγαπητός». Πληροφορίαι τηλ. 75-288. ΤΟΥ «ΦΥΣΙΟΛΑΤΡΙΚΟΥ ΟΜΙΛΟΥ»: 25—26 Δεκεμβρίου εἰς Θάσον. Ἀναχώρησις 6 π.μ. ΤΟΥ «ΕΛΛΗΝΙΚΟΥ ΣΤΡΑΤΙΩΤΙΚΟΥ ΣΥΛΛΟΓΟΥ»: Ἐκδρομὴ εἰς Καστοριάν. Ἐγγραφαὶ εἰς τὰ γραφεῖα τοῦ Συλλόγου. ΤΟΥ «ΣΥΛΛΟΓΟΥ ΚΑΡΔΙΤΣΙΩΤΩΝ»: 27 Δεκεμβρίου εἰς Μετέωρα — Καλαμπάκαν. Διαλέξεις ΤΗΣ κ. ΑΛΕΞΑΝΔΡΑΣ ΠΑΡΑΣΚΕΥΟΠΟΥΛΟΥ εἰς τὴν αἴθουσαν τοῦ Λυκείου Ἑλληνίδων μὲ θέμα «Ἡ γυναίκα στὴ σύγχρονη κοινωνία». ΕΥΧΑΡΙΣΤΗΡΙΑ Θερμὰ εὐχαριστοῦμε ὅλους ὅσους μᾶς συμπαρεστάθησαν εἰς τὸ βαρὺ πένθος μας. Συνεστιάσεις ΤΟΥ «ΣΥΛΛΟΓΟΥ ΠΟΝΤΙΩΝ» θὰ πραγματοποιηθῇ εἰς τὸ κέντρον «Ἀναγέννησις». [1109,131,1292,1190]
story-header-box [40,1275,248,1364]
masthead-script: ἡμερονύκτια [1053,49,1453,113]
regevion-head: Ρεβεγιὸν [727,1389,782,1403]
pankration-column: Ἡ «Παγκράτιος» Ὁ ἀθλητικὸς σύλλογος «Παγκράτιος» διοργανώνει ἑορταστικὴ ἐκδήλωση γιὰ τὰ μέλη του. Ἡ συμμετοχὴ εἶναι ἐλεύθερη. Εἰς τὴν ἐκδήλωσιν θὰ ὁμιλήσῃ ὁ πρόεδρος τοῦ συλλόγου, ὁ ὁποῖος θὰ ἀναφερθῇ εἰς τὰς ἐπιτυχίας τοῦ ἔτους. [1109,1202,1292,1313]
provolai-title: προβολαί [696,1202,814,1227]
synestiasis-head: Συνεστιάσεις [1156,697,1244,712]
horoscope-grid: ♈ ΚΡΙΟΣ ΓΕΝΝΗΘΕΝΤΕΣ ἀπὸ 21 Μαρτίου μέχρις 20 Ἀπριλίου: Θὰ ἔχετε εὐχάριστα νέα ἀπὸ πρόσωπο ποὺ ἀγαπᾶτε. Ἀποφύγετε τὶς βιαστικὲς ἀποφάσεις. Οἱ οἰκονομικές σας ὑποθέσεις βελτιώνονται σημαντικά. ♉ ΤΑΥΡΟΣ ΓΕΝΝΗΘΕΝΤΕΣ ἀπὸ 21 Ἀπριλίου μέχρις 21 Μαΐου: Μιὰ νέα γνωριμία θὰ σᾶς φέρῃ χαρά. Προσέξτε τὴν ὑγεία σας καὶ ἀποφύγετε τὶς ὑπερβολές. ♊ ΔΙΔΥΜΟΙ ΓΕΝΝΗΘΕΝΤΕΣ ἀπὸ 22 Μαΐου μέχρις 21 Ἰουνίου: Ἡ ἑβδομάδα εἶναι εὐνοϊκὴ γιὰ ταξίδια καὶ νέες ἐπαγγελματικὲς πρωτοβουλίες. ♋ ΚΑΡΚΙΝΟΣ ΓΕΝΝΗΘΕΝΤΕΣ ἀπὸ 22 Ἰουνίου μέχρις 23 Ἰουλίου: Οἰκογενειακὰ ζητήματα θὰ σᾶς ἀπασχολήσουν. Δείξτε κατανόηση. ♌ ΛΕΩΝ ΓΕΝΝΗΘΕΝΤΕΣ ἀπὸ 24 Ἰουλίου μέχρις 23 Αὐγούστου: Ἐπιτυχία στὴν ἐργασία σας. Ἕνα γράμμα θὰ σᾶς ἀλλάξῃ τὰ σχέδια. ♍ ΠΑΡΘΕΝΟΣ ΓΕΝΝΗΘΕΝΤΕΣ ἀπὸ 24 Αὐγούστου μέχρις 23 Σεπτεμβρίου: Μὴν ἐμπιστεύεστε εὔκολα τὰ μυστικά σας. ♎ ΖΥΓΟΣ ΓΕΝΝΗΘΕΝΤΕΣ ἀπὸ 24 Σεπτεμβρίου μέχρις 23 Ὀκτωβρίου: Ἡ ἁρμονία στὸ σπίτι σας ἀποκαθίσταται. Καλὲς εἰδήσεις ἀπὸ μακριά. ♏ ΣΚΟΡΠΙΟΣ ΓΕΝΝΗΘΕΝΤΕΣ ἀπὸ 24 Ὀκτωβρίου μέχρις 22 Νοεμβρίου: Θὰ χρειαστῇ ὑπομονὴ σὲ ἕνα ζήτημα ποὺ σᾶς ἀπασχολεῖ. ♐ ΤΟΞΟΤΗΣ ΓΕΝΝΗΘΕΝΤΕΣ ἀπὸ 23 Νοεμβρίου μέχρις 22 Δεκεμβρίου: Εὐχάριστες ἐκπλήξεις σᾶς περιμένουν στὶς γιορτές. ♑ ΑΙΓΟΚΕΡΩΣ ΓΕΝΝΗΘΕΝΤΕΣ ἀπὸ 23 Δεκεμβρίου μέχρις 20 Ἰανουαρίου: Μιὰ σημαντικὴ ἀπόφαση πρέπει νὰ ληφθῇ. ♒ ΥΔΡΟΧΟΟΣ ΓΕΝΝΗΘΕΝΤΕΣ ἀπὸ 21 Ἰανουαρίου μέχρις 19 Φεβρουαρίου: Οἱ φίλοι σας θὰ σᾶς βοηθήσουν. ♓ ΙΧΘΥΕΣ ΓΕΝΝΗΘΕΝΤΕΣ ἀπὸ 20 Φεβρουαρίου μέχρις 20 Μαρτίου: Ἡ διαίσθησή σας θὰ σᾶς ὁδηγήσῃ σωστά. [644,191,1099,706]
left-title-box [40,40,248,95]
ena-sub: ΤΟ ΚΕΦΑΛΑΙΟΝ [514,843,609,857]
nosokomeia-box [1307,683,1544,723]
left-para-5: ΑΝ ΖΗΤΕΙ τὸ παιδάκι αὐτὸ δῶρο, νὰ τὸ δοθῇ μὲ ἀγάπη. [40,742,248,765]
filosofia-box [487,671,636,717]
cartoon-title: Ο... ΤΥΦΛΟΣ [524,135,599,147]
synaulia-title: Συναυλίαι [928,1202,1047,1225]
alex-head: ΑΛΕΞΑΝΔΡΕΙΑ [325,687,410,701]
left-para-4: ΓΙΑ τὸ ἐπερχόμενο λοιπὸν ἔτος ἐλπίζουμε ὅλοι νὰ φέρῃ εἰρήνη καὶ εὐτυχία στὸν κόσμο. [40,622,248,656]
